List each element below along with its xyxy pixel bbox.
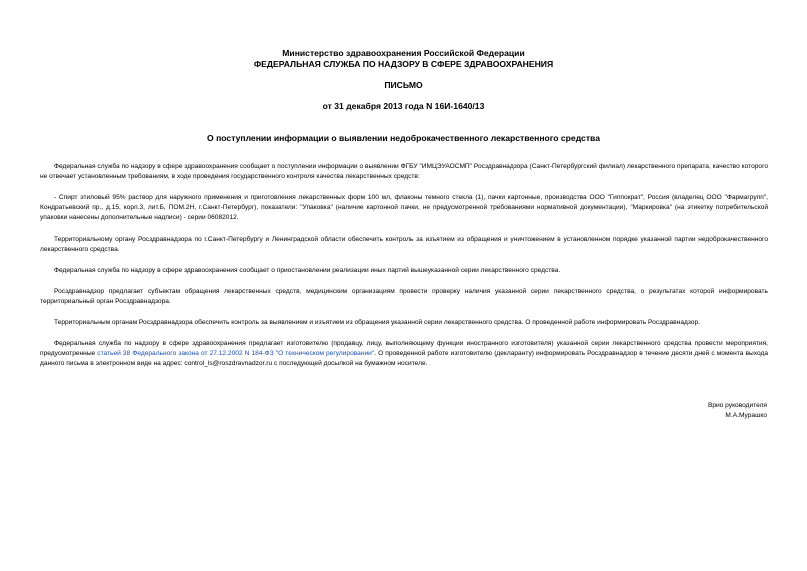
law-link[interactable]: статьей 38 Федерального закона от 27.12.2002 N 184-ФЗ "О техническом регулировании"	[97, 350, 375, 358]
paragraph-text: Федеральная служба по надзору в сфере здравоохранения сообщает о приостановлении реализации иных партий вышеуказанной серии лекарственного средства.	[54, 267, 561, 274]
paragraph-text: Росздравнадзор предлагает субъектам обращения лекарственных средств, медицинским организациям провести проверку наличия указанной серии лекарственного средства, о результатах которой информировать территориальный орган Росздравнадзора.	[40, 288, 768, 306]
paragraph-1	[40, 162, 768, 182]
paragraph-text: Территориальным органам Росздравнадзора обеспечить контроль за выявлением и изъятием из обращения указанной серии лекарственного средства. О проведенной работе информировать Росздравнадзор.	[54, 319, 700, 326]
document-type: ПИСЬМО	[384, 80, 423, 90]
paragraph-5	[40, 287, 768, 307]
paragraph-text: - Спирт этиловый 95% раствор для наружного применения и приготовления лекарственных форм 100 мл, флаконы темного стекла (1), пачки картонные, производства ООО "Гиппократ", Россия (владелец ООО "Фармагрупп", Кондратьевский пр., д.15, корп.3, лит.Б, ПОМ.2Н, г.Санкт-Петербург), показатели: "Упаковка" (наличие картонной пачки, не предусмотренной требованиями нормативной документации), "Маркировка" (на этикетку потребительской упаковки нанесены дополнительные надписи) - серии 06082012.	[40, 194, 768, 222]
paragraph-3	[40, 235, 768, 255]
paragraph-2	[40, 193, 768, 224]
service-title: ФЕДЕРАЛЬНАЯ СЛУЖБА ПО НАДЗОРУ В СФЕРЕ ЗДРАВООХРАНЕНИЯ	[253, 59, 554, 69]
paragraph-6	[40, 318, 768, 328]
paragraph-text-after-link: . О проведенной работе изготовителю (декларанту) информировать Росздравнадзор в течение десяти дней с момента выхода данного письма в электронном виде на адрес: control_ls@roszdravnadzor.ru с последующей досылкой на бумажном носителе.	[40, 350, 768, 368]
signatory-name: М.А.Мурашко	[725, 412, 767, 419]
document-subject: О поступлении информации о выявлении недоброкачественного лекарственного средства	[207, 133, 600, 143]
paragraph-7	[40, 339, 768, 370]
paragraph-4	[40, 266, 768, 276]
paragraph-text	[40, 339, 768, 370]
paragraph-text-before-link: Федеральная служба по надзору в сфере здравоохранения предлагает изготовителю (продавцу, лицу, выполняющему функции иностранного изготовителя) указанной серии лекарственного средства провести мероприятия, предусмотренные	[40, 340, 768, 358]
paragraph-text: Федеральная служба по надзору в сфере здравоохранения сообщает о поступлении информации о выявлении ФГБУ "ИМЦЭУАОСМП" Росздравнадзора (Санкт-Петербургский филиал) лекарственного препарата, качество которого не отвечает установленным требованиям, в ходе проведения государственного контроля качества лекарственных средств:	[40, 163, 768, 181]
signatory-position: Врио руководителя	[707, 402, 767, 409]
ministry-title: Министерство здравоохранения Российской Федерации	[282, 48, 525, 58]
paragraph-text: Территориальному органу Росздравнадзора по г.Санкт-Петербургу и Ленинградской области обеспечить контроль за изъятием из обращения и уничтожением в установленном порядке указанной партии недоброкачественного лекарственного средства.	[40, 236, 768, 254]
document-date-number: от 31 декабря 2013 года N 16И-1640/13	[322, 101, 485, 111]
